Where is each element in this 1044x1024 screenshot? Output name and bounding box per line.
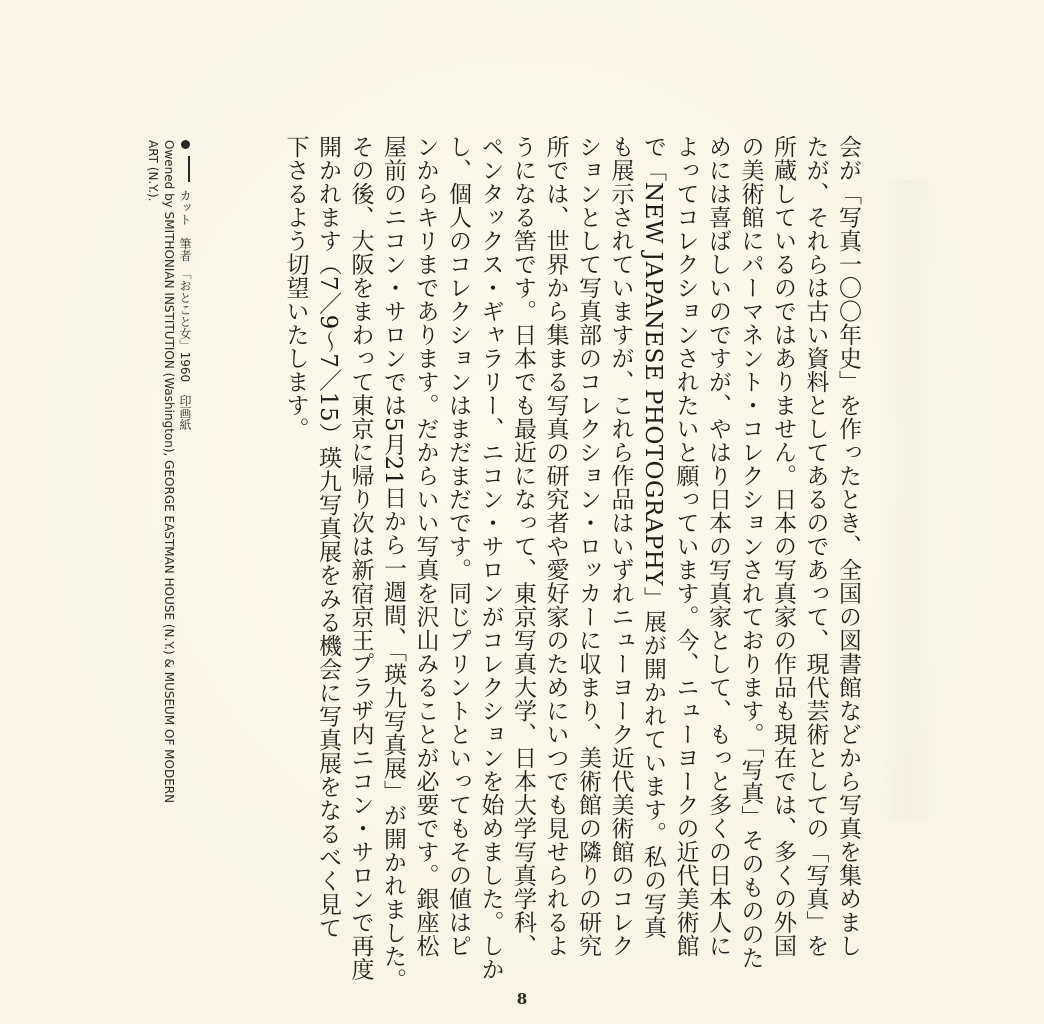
article-line: 所では、世界から集まる写真の研究者や愛好家のためにいつでも見せられるよ <box>542 135 569 958</box>
bullet-icon <box>181 140 190 149</box>
caption-line-credit <box>177 140 193 860</box>
article-line: 開かれます（7／9～7／15）瑛九写真展をみる機会に写真展をなるべく見て <box>315 135 341 940</box>
article-line: し、個人のコレクションはまだまだです。同じプリントといってもその値はピ <box>445 135 471 958</box>
article-line: うになる筈です。日本でも最近になって、東京写真大学、日本大学写真学科、 <box>510 135 536 958</box>
caption-line-owner: Owened by SMITHONIAN INSTITUTION (Washington), GEORGE EASTMAN HOUSE (N.Y.) & MUSEUM OF MODERN <box>162 140 176 804</box>
page-number: 8 <box>516 990 528 1008</box>
caption-credit: カット 筆者 「おとこと女」1960 印画紙 <box>178 189 192 431</box>
dash-rule <box>188 156 190 182</box>
article-line: の美術館にパーマネント・コレクションされております。「写真」そのもののた <box>737 135 764 970</box>
article-line: その後、大阪をまわって東京に帰り次は新宿京王プラザ内ニコン・サロンで再度 <box>347 135 374 981</box>
article-line: 所蔵しているのではありません。日本の写真家の作品も現在では、多くの外国 <box>770 135 796 958</box>
article-line: めには喜ばしいのですが、やはり日本の写真家として、もっと多くの日本人に <box>705 135 731 958</box>
image-caption <box>145 140 193 860</box>
show-through-shadow <box>880 180 940 820</box>
article-line: 会が「写真一〇〇年史」を作ったとき、全国の図書館などから写真を集めまし <box>835 135 861 958</box>
article-line: も展示されていますが、これら作品はいずれニューヨーク近代美術館のコレク <box>607 135 634 958</box>
article-line: 下さるよう切望いたします。 <box>282 135 309 441</box>
article-line: ションとして写真部のコレクション・ロッカーに収まり、美術館の隣りの研究 <box>575 135 601 958</box>
article-line: たが、それらは古い資料としてあるのであって、現代芸術としての「写真」を <box>802 135 829 958</box>
article-line: で「NEW JAPANESE PHOTOGRAPHY」展が開かれています。私の写真 <box>640 135 666 939</box>
article-line: ペンタックス・ギャラリー、ニコン・サロンがコレクションを始めました。しか <box>477 135 504 981</box>
article-line: よってコレクションされたいと願っています。今、ニューヨークの近代美術館 <box>672 135 699 958</box>
article-body <box>279 135 864 992</box>
article-line: 屋前のニコン・サロンでは5月21日から一週間、「瑛九写真展」が開かれました。 <box>380 135 406 992</box>
article-line: ンからキリまであります。だからいい写真を沢山みることが必要です。銀座松 <box>412 135 439 958</box>
caption-line-owner-cont: ART (N.Y.). <box>146 140 160 202</box>
